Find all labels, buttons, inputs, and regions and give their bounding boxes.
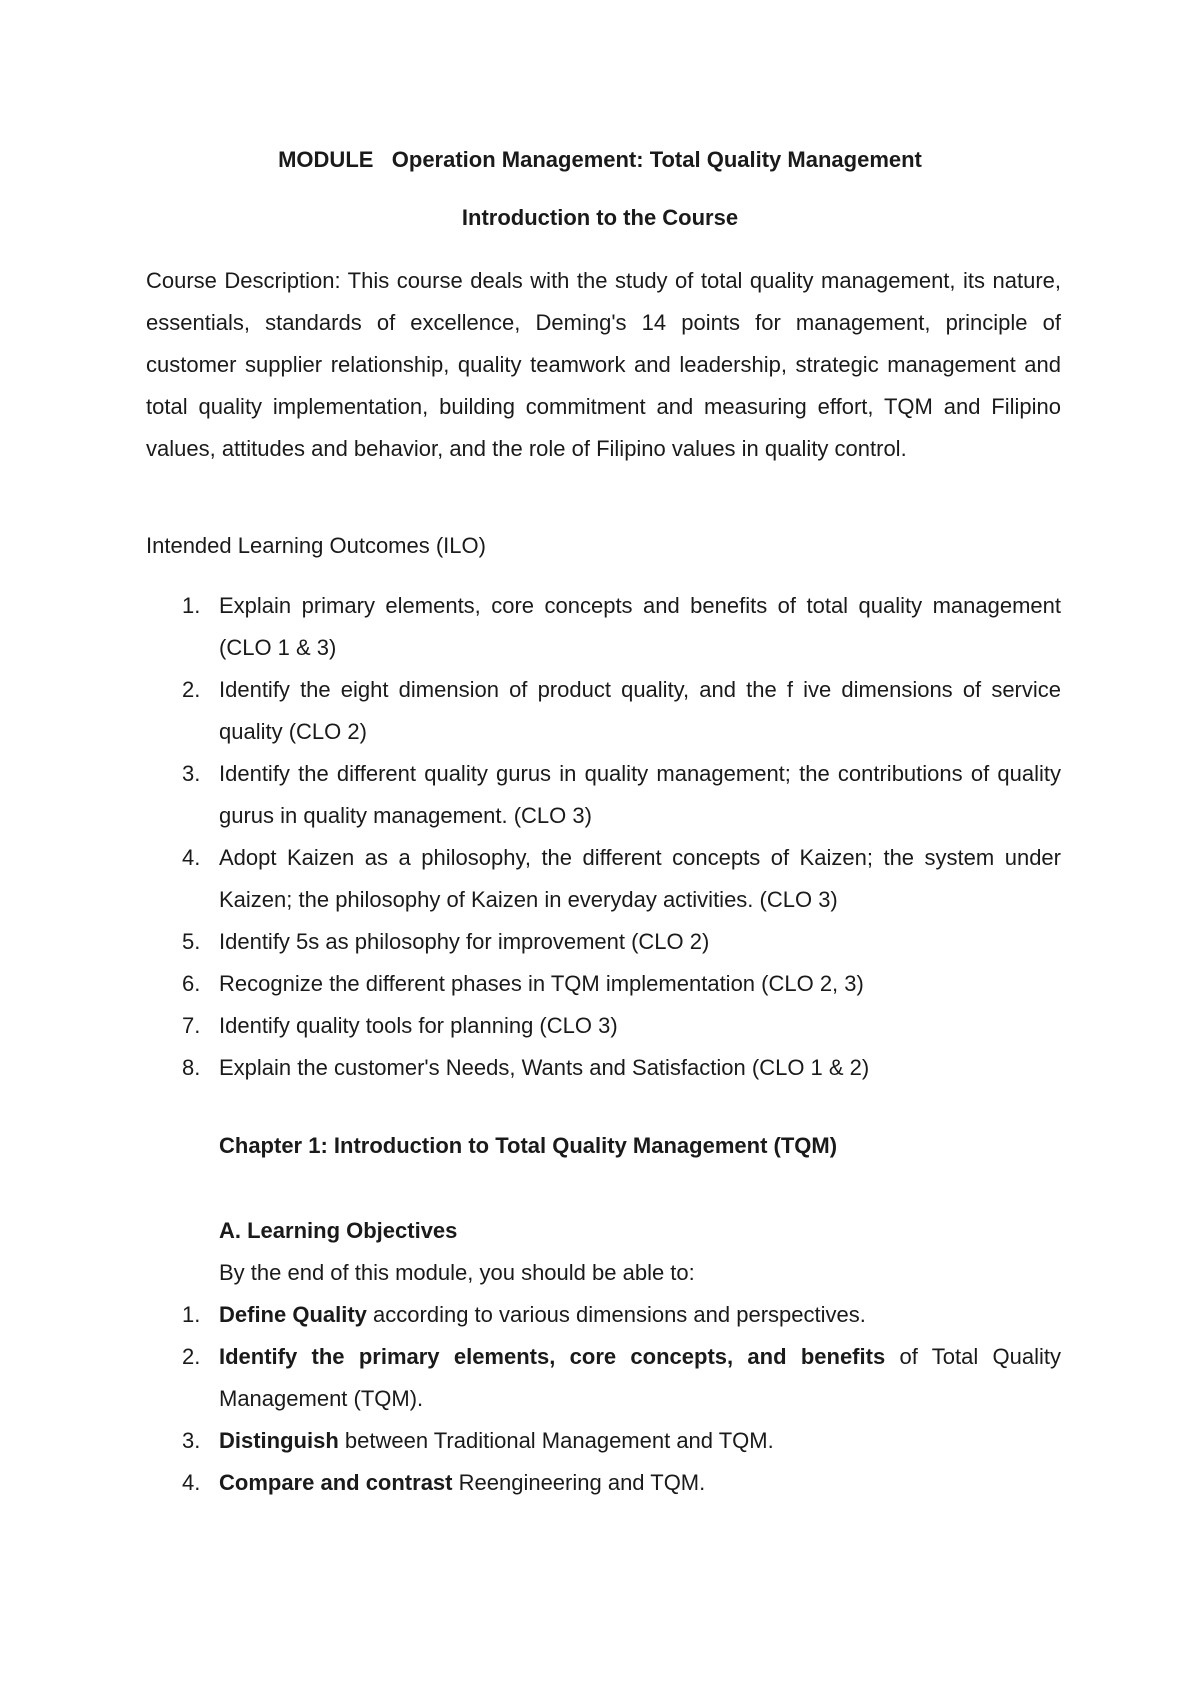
list-number: 6. (182, 971, 201, 996)
ilo-heading: Intended Learning Outcomes (ILO) (146, 533, 486, 558)
list-item (146, 1336, 1061, 1420)
list-number: 7. (182, 1013, 201, 1038)
list-item (146, 1462, 1061, 1504)
learning-objectives-heading: A. Learning Objectives (219, 1218, 458, 1243)
objective-text: between Traditional Management and TQM. (338, 1428, 774, 1453)
chapter-title: Chapter 1: Introduction to Total Quality Management (TQM) (219, 1133, 838, 1158)
course-intro-heading: Introduction to the Course (461, 205, 739, 230)
list-item (146, 669, 1061, 753)
objective-text: of Total Quality Management (TQM). (219, 1344, 1061, 1411)
learning-objectives-intro: By the end of this module, you should be able to: (219, 1260, 695, 1285)
list-item-text: Identify 5s as philosophy for improvement (CLO 2) (219, 929, 710, 954)
list-item (146, 1005, 1061, 1047)
list-item (146, 1420, 1061, 1462)
list-number: 4. (182, 1470, 201, 1495)
list-number: 2. (182, 677, 201, 702)
list-item (146, 837, 1061, 921)
list-number: 4. (182, 845, 201, 870)
list-item-text: Identify the eight dimension of product quality, and the f ive dimensions of service quality (CLO 2) (219, 677, 1061, 744)
objective-keyword: Distinguish (219, 1428, 339, 1453)
list-item-text: Identify the different quality gurus in quality management; the contributions of quality gurus in quality management. (CLO 3) (219, 761, 1061, 828)
list-number: 1. (182, 593, 201, 618)
objective-text: Reengineering and TQM. (452, 1470, 706, 1495)
list-item (146, 1047, 1061, 1089)
course-description: Course Description: This course deals with the study of total quality management, its nature, essentials, standards of excellence, Deming's 14 points for management, principle of customer supplier relationship, quality teamwork and leadership, strategic management and total quality implementation, building commitment and measuring effort, TQM and Filipino values, attitudes and behavior, and the role of Filipino values in quality control. (146, 268, 1061, 461)
list-item-text: Identify quality tools for planning (CLO 3) (219, 1013, 618, 1038)
list-number: 8. (182, 1055, 201, 1080)
objective-keyword: Identify the primary elements, core concepts, and benefits (219, 1344, 886, 1369)
list-item (146, 585, 1061, 669)
list-item (146, 963, 1061, 1005)
list-item (146, 753, 1061, 837)
list-item-text: Recognize the different phases in TQM implementation (CLO 2, 3) (219, 971, 864, 996)
objective-keyword: Compare and contrast (219, 1470, 453, 1495)
module-title: MODULE Operation Management: Total Quality Management (278, 147, 922, 172)
list-number: 5. (182, 929, 201, 954)
list-number: 2. (182, 1344, 201, 1369)
list-item (146, 1294, 1061, 1336)
list-item (146, 921, 1061, 963)
list-number: 1. (182, 1302, 201, 1327)
list-item-text: Explain the customer's Needs, Wants and Satisfaction (CLO 1 & 2) (219, 1055, 870, 1080)
ilo-list (146, 585, 1061, 1089)
list-number: 3. (182, 761, 201, 786)
objectives-list (146, 1294, 1061, 1504)
objective-keyword: Define Quality (219, 1302, 367, 1327)
list-item-text: Adopt Kaizen as a philosophy, the different concepts of Kaizen; the system under Kaizen; the philosophy of Kaizen in everyday activities. (CLO 3) (219, 845, 1061, 912)
list-item-text: Explain primary elements, core concepts and benefits of total quality management (CLO 1 & 3) (219, 593, 1061, 660)
objective-text: according to various dimensions and perspectives. (366, 1302, 866, 1327)
list-number: 3. (182, 1428, 201, 1453)
